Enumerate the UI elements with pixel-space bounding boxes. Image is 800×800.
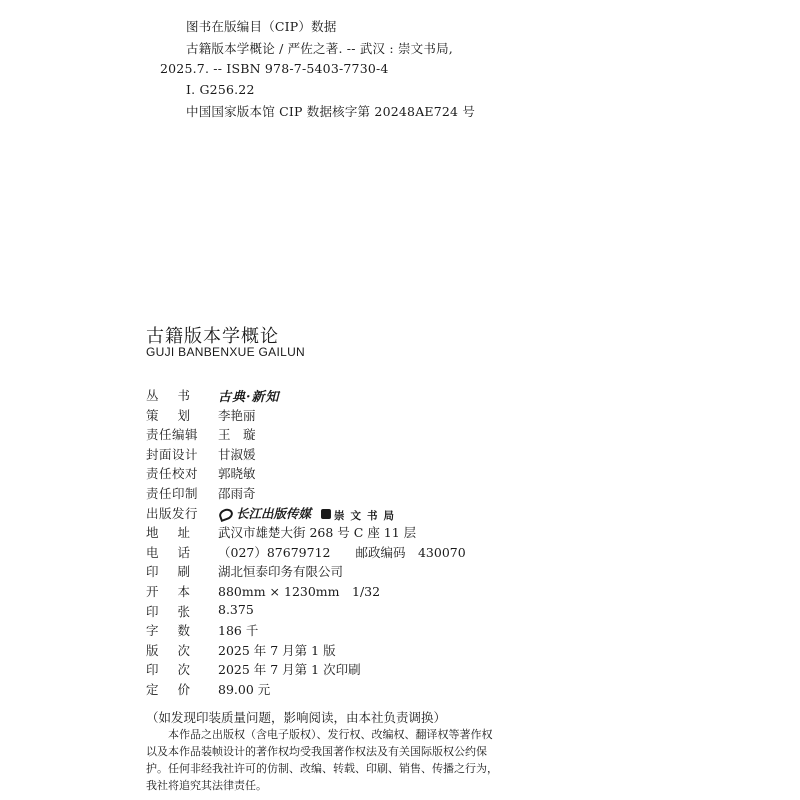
detail-label-char: 数 [177,623,190,639]
detail-value: 89.00 元 [218,682,271,697]
detail-label-char: 刷 [177,564,190,580]
detail-label-char: 书 [177,388,190,403]
detail-label-char: 印 [146,662,159,678]
detail-label-char: 话 [177,544,190,560]
detail-value: 甘淑媛 [218,446,256,462]
cip-header: 图书在版编目（CIP）数据 [186,19,337,34]
detail-label-char: 定 [146,682,159,697]
publisher-logo [218,504,311,522]
copyright-statement [146,726,531,794]
cip-line-1: 古籍版本学概论 / 严佐之著. -- 武汉 : 崇文书局, [186,41,453,56]
detail-value: 郭晓敏 [218,466,256,482]
detail-value: 王 璇 [218,427,256,443]
detail-label [146,660,190,678]
cip-line-2: 2025.7. -- ISBN 978-7-5403-7730-4 [160,61,389,76]
detail-value: 2025 年 7 月第 1 次印刷 [218,662,361,678]
detail-label [146,386,190,404]
detail-label: 出版发行 [146,505,199,521]
detail-value: 880mm × 1230mm 1/32 [218,584,381,599]
detail-label-char: 地 [146,525,159,541]
detail-value: 186 千 [218,623,259,639]
book-title: 古籍版本学概论 [146,326,279,347]
quality-notice: （如发现印装质量问题，影响阅读，由本社负责调换） [146,710,447,725]
detail-label-char: 次 [177,662,190,678]
detail-label-char: 张 [177,603,190,619]
detail-label-char: 印 [146,564,159,580]
detail-label-char: 印 [146,603,159,619]
detail-value: （027）87679712 邮政编码 430070 [218,544,466,560]
detail-label-char: 版 [146,642,159,658]
copyright-line: 护。任何非经我社许可的仿制、改编、转载、印刷、销售、传播之行为， [146,762,498,775]
copyright-line: 本作品之出版权（含电子版权）、发行权、改编权、翻译权等著作权 [168,728,493,741]
detail-label-char: 次 [177,642,190,658]
detail-value [218,504,400,523]
detail-label-char: 划 [177,407,190,423]
imprint-name: 崇文书局 [334,509,401,522]
publisher-mark-icon [218,507,232,519]
detail-label-char: 丛 [146,388,159,403]
cip-line-3: Ⅰ. G256.22 [186,82,255,97]
detail-label [146,562,190,580]
detail-label-char: 字 [146,623,159,639]
detail-value: 2025 年 7 月第 1 版 [218,642,336,658]
detail-label: 封面设计 [146,446,199,462]
copyright-line: 我社将追究其法律责任。 [146,779,267,792]
detail-label [146,602,190,620]
detail-value: 古典·新知 [218,390,280,405]
detail-label [146,406,190,424]
detail-label [146,621,190,639]
detail-label [146,582,190,600]
detail-label: 责任编辑 [146,427,199,443]
detail-value: 李艳丽 [218,407,256,423]
detail-value: 武汉市雄楚大街 268 号 C 座 11 层 [218,525,417,541]
detail-label [146,543,190,561]
detail-label-char: 价 [177,682,190,697]
detail-label-char: 电 [146,544,159,560]
detail-value: 湖北恒泰印务有限公司 [218,564,344,580]
publisher-name: 长江出版传媒 [236,505,312,521]
detail-label-char: 址 [177,525,190,541]
copyright-line: 以及本作品装帧设计的著作权均受我国著作权法及有关国际版权公约保 [146,745,487,758]
detail-label-char: 策 [146,407,159,423]
detail-value: 邵雨奇 [218,486,256,501]
detail-label-char: 本 [177,584,190,599]
imprint-seal-icon [321,509,331,519]
detail-label [146,523,190,541]
detail-label: 责任校对 [146,466,199,482]
detail-label [146,641,190,659]
detail-label: 责任印制 [146,486,199,501]
cip-line-4: 中国国家版本馆 CIP 数据核字第 20248AE724 号 [186,104,476,119]
detail-label [146,680,190,698]
book-title-pinyin: GUJI BANBENXUE GAILUN [146,345,306,359]
detail-label-char: 开 [146,584,159,599]
detail-value: 8.375 [218,601,254,617]
